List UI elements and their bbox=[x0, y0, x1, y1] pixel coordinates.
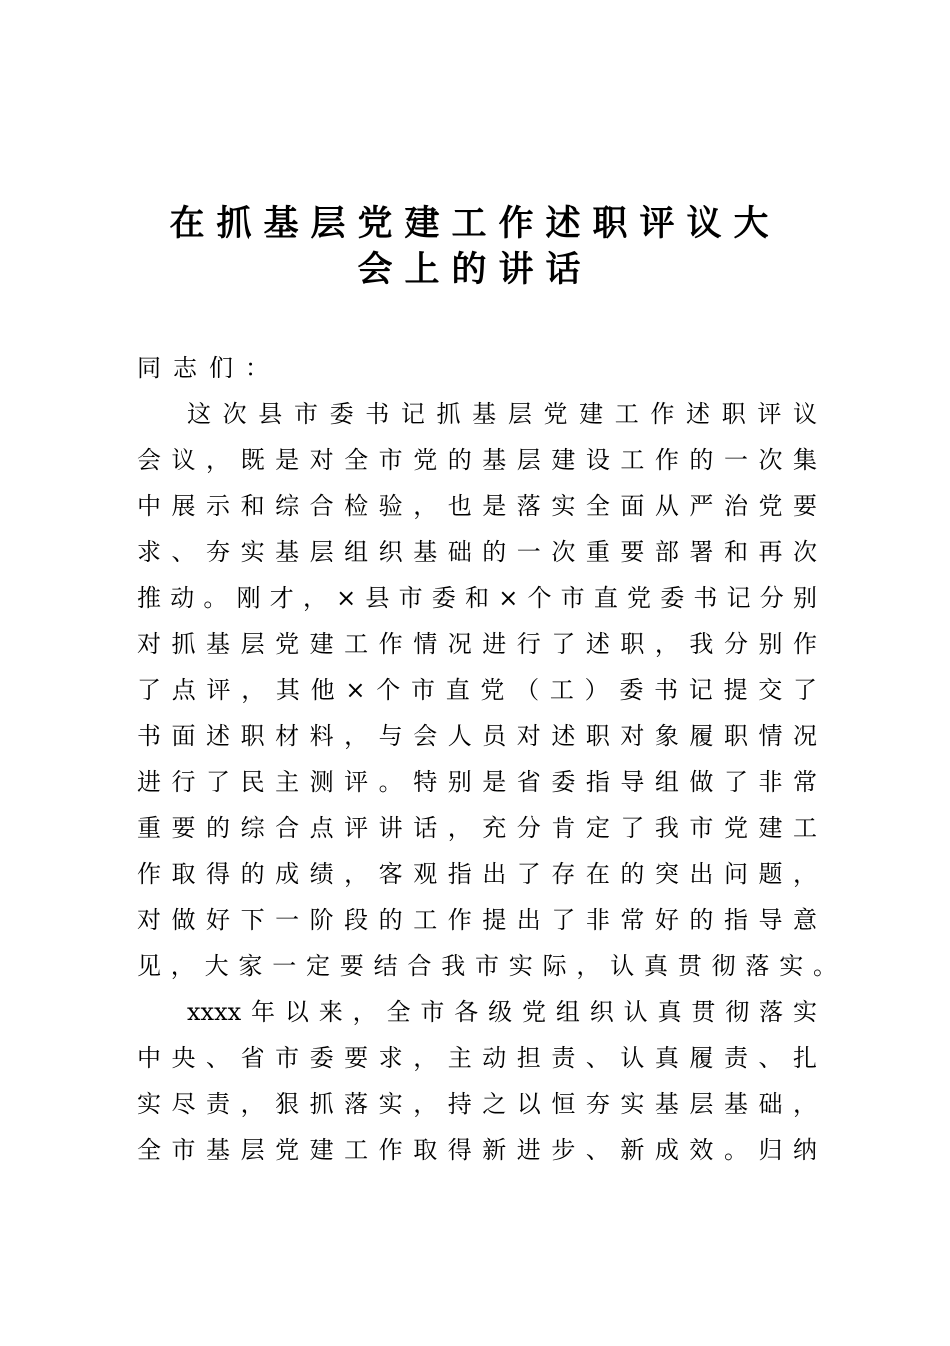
body-line: 求、夯实基层组织基础的一次重要部署和再次 bbox=[137, 538, 817, 566]
body-line: 中央、省市委要求，主动担责、认真履责、扎 bbox=[137, 1044, 817, 1072]
body-line: 对做好下一阶段的工作提出了非常好的指导意 bbox=[137, 906, 817, 934]
body-line: 作取得的成绩，客观指出了存在的突出问题， bbox=[137, 860, 817, 888]
body-line: 了点评，其他×个市直党（工）委书记提交了 bbox=[137, 676, 817, 704]
document-title-line-2: 会上的讲话 bbox=[357, 250, 593, 290]
body-line: 这次县市委书记抓基层党建工作述职评议 bbox=[187, 400, 817, 428]
body-line: 会议，既是对全市党的基层建设工作的一次集 bbox=[137, 446, 817, 474]
body-line: 推动。刚才，×县市委和×个市直党委书记分别 bbox=[137, 584, 817, 612]
document-title-line-1: 在抓基层党建工作述职评议大 bbox=[169, 204, 781, 244]
body-line: 中展示和综合检验，也是落实全面从严治党要 bbox=[137, 492, 817, 520]
body-line: 进行了民主测评。特别是省委指导组做了非常 bbox=[137, 768, 817, 796]
body-line: xxxx年以来，全市各级党组织认真贯彻落实 bbox=[187, 998, 817, 1026]
body-line: 书面述职材料，与会人员对述职对象履职情况 bbox=[137, 722, 817, 750]
body-line: 重要的综合点评讲话，充分肯定了我市党建工 bbox=[137, 814, 817, 842]
body-line: 实尽责，狠抓落实，持之以恒夯实基层基础， bbox=[137, 1090, 817, 1118]
body-line: 见，大家一定要结合我市实际，认真贯彻落实。 bbox=[137, 952, 837, 980]
body-line: 全市基层党建工作取得新进步、新成效。归纳 bbox=[137, 1136, 817, 1164]
greeting: 同志们： bbox=[137, 354, 281, 382]
body-line: 对抓基层党建工作情况进行了述职，我分别作 bbox=[137, 630, 817, 658]
